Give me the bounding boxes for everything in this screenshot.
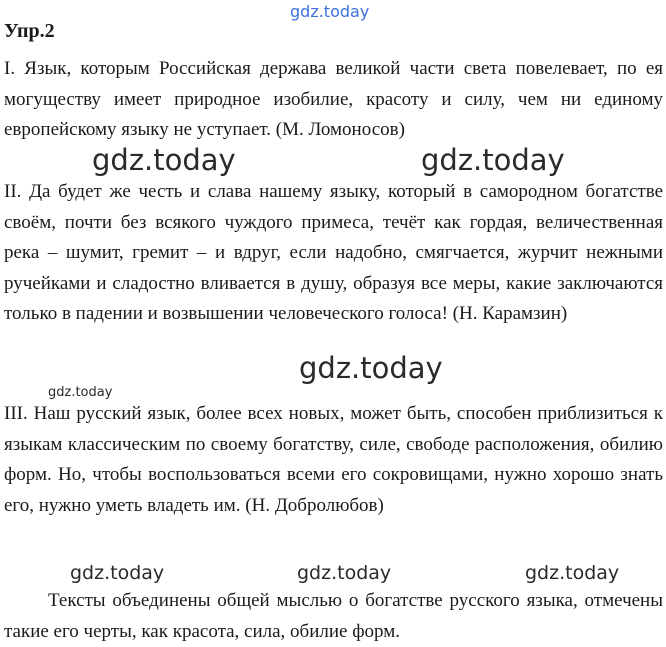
watermark-small-left: gdz.today — [48, 385, 113, 400]
watermark-bottom-right: gdz.today — [525, 562, 620, 584]
paragraph-1-lomonosov: I. Язык, которым Российская держава великой части света повелевает, по ея могуществу имеет природное изобилие, красоту и силу, чем ни единому европейскому языку не уступает. (М. Ломоносов) — [4, 58, 663, 141]
watermark-row1-right: gdz.today — [421, 143, 565, 177]
exercise-title: Упр.2 — [4, 20, 55, 42]
answer-paragraph: Тексты объединены общей мыслью о богатстве русского языка, отмечены такие его черты, как красота, сила, обилие форм. — [4, 590, 663, 642]
paragraph-2-karamzin: II. Да будет же честь и слава нашему языку, который в самородном богатстве своём, почти без всякого чуждого примеса, течёт как гордая, величественная река – шумит, гремит – и вдруг, если надобно, смягчается, журчит нежными ручейками и сладостно вливается в душу, образуя все меры, какие заключаются только в падении и возвышении человеческого голоса! (Н. Карамзин) — [4, 181, 663, 325]
watermark-bottom-center: gdz.today — [297, 562, 392, 584]
watermark-top: gdz.today — [290, 2, 370, 21]
watermark-center: gdz.today — [299, 351, 443, 385]
watermark-bottom-left: gdz.today — [70, 562, 165, 584]
paragraph-3-dobrolyubov: III. Наш русский язык, более всех новых, может быть, способен приблизиться к языкам классическим по своему богатству, силе, свободе расположения, обилию форм. Но, чтобы воспользоваться всеми его сокровищами, нужно хорошо знать его, нужно уметь владеть им. (Н. Добролюбов) — [4, 403, 663, 516]
watermark-row1-left: gdz.today — [92, 143, 236, 177]
